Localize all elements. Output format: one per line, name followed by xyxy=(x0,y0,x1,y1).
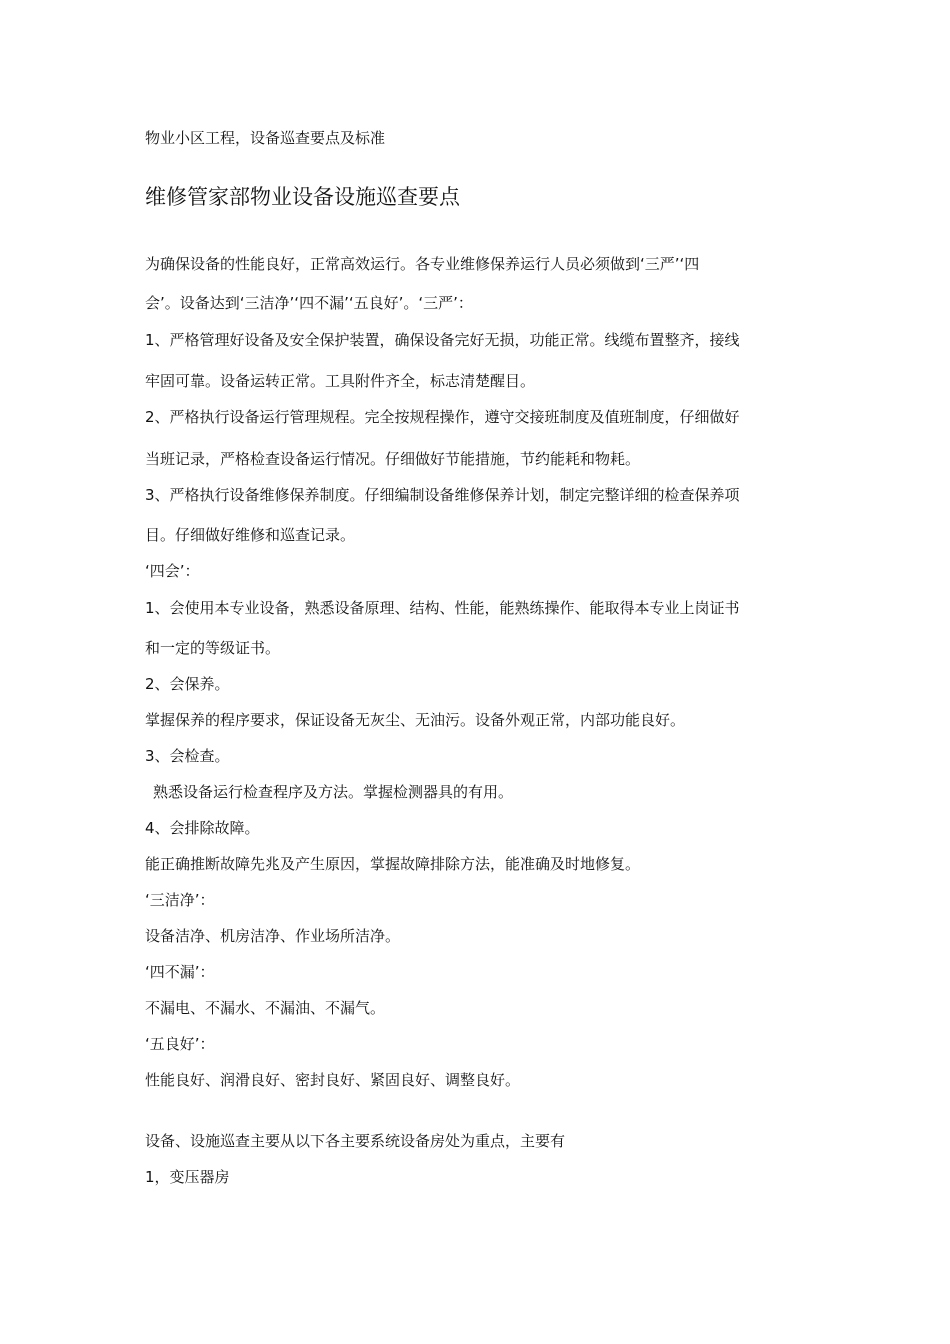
wuliang-detail: 性能良好、润滑良好、密封良好、紧固良好、调整良好。 xyxy=(145,1071,521,1089)
rule-1-line-1: 1、严格管理好设备及安全保护装置，确保设备完好无损，功能正常。线缆布置整齐，接线 xyxy=(145,331,740,349)
section-heading-sanjiejing: ‘三洁净’： xyxy=(145,891,215,909)
sanjiejing-detail: 设备洁净、机房洁净、作业场所洁净。 xyxy=(145,927,401,945)
rule-2-line-1: 2、严格执行设备运行管理规程。完全按规程操作，遵守交接班制度及值班制度，仔细做好 xyxy=(145,408,740,426)
sihui-2: 2、会保养。 xyxy=(145,675,230,693)
sihui-4: 4、会排除故障。 xyxy=(145,819,260,837)
section-heading-sibulou: ‘四不漏’： xyxy=(145,963,215,981)
sihui-1-line-2: 和一定的等级证书。 xyxy=(145,639,281,657)
inspection-intro: 设备、设施巡查主要从以下各主要系统设备房处为重点，主要有 xyxy=(145,1132,566,1150)
section-heading-wuliang: ‘五良好’： xyxy=(145,1035,215,1053)
sihui-2-detail: 掌握保养的程序要求，保证设备无灰尘、无油污。设备外观正常，内部功能良好。 xyxy=(145,711,686,729)
rule-3-line-1: 3、严格执行设备维修保养制度。仔细编制设备维修保养计划，制定完整详细的检查保养项 xyxy=(145,486,740,504)
sibulou-detail: 不漏电、不漏水、不漏油、不漏气。 xyxy=(145,999,386,1017)
doc-title: 物业小区工程，设备巡查要点及标准 xyxy=(145,129,386,147)
intro-line-1: 为确保设备的性能良好，正常高效运行。各专业维修保养运行人员必须做到‘三严’‘四 xyxy=(145,255,700,273)
rule-2-line-2: 当班记录，严格检查设备运行情况。仔细做好节能措施，节约能耗和物耗。 xyxy=(145,450,641,468)
page-heading: 维修管家部物业设备设施巡查要点 xyxy=(145,185,460,209)
sihui-1-line-1: 1、会使用本专业设备，熟悉设备原理、结构、性能，能熟练操作、能取得本专业上岗证书 xyxy=(145,599,740,617)
intro-line-2: 会’。设备达到‘三洁净’‘四不漏’‘五良好’。‘三严’： xyxy=(145,294,473,312)
rule-3-line-2: 目。仔细做好维修和巡查记录。 xyxy=(145,526,356,544)
section-heading-sihui: ‘四会’： xyxy=(145,562,200,580)
sihui-3: 3、会检查。 xyxy=(145,747,230,765)
rule-1-line-2: 牢固可靠。设备运转正常。工具附件齐全，标志清楚醒目。 xyxy=(145,372,536,390)
inspection-item-1: 1，变压器房 xyxy=(145,1168,230,1186)
sihui-4-detail: 能正确推断故障先兆及产生原因，掌握故障排除方法，能准确及时地修复。 xyxy=(145,855,641,873)
sihui-3-detail: 熟悉设备运行检查程序及方法。掌握检测器具的有用。 xyxy=(153,783,514,801)
